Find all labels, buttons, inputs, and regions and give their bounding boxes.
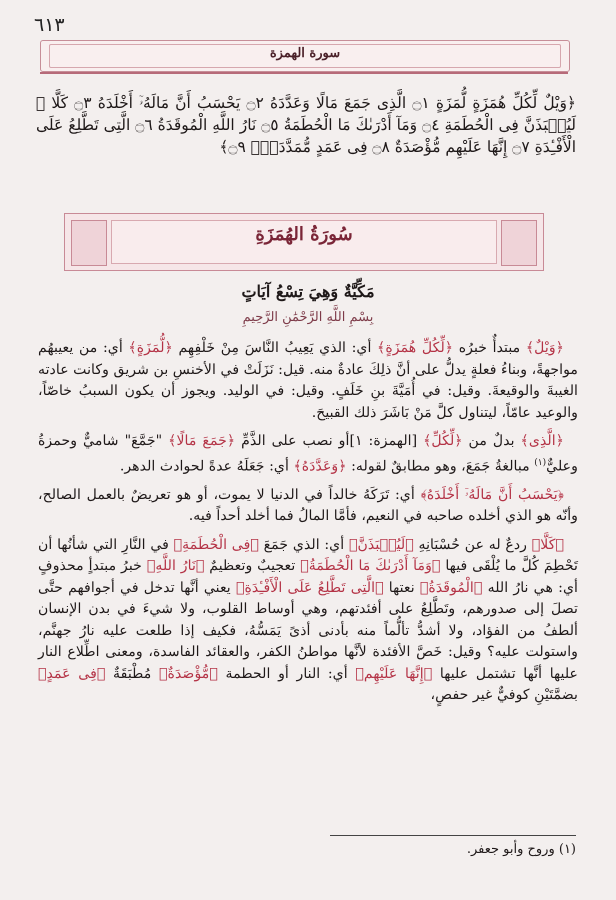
quran-quote: ﴿لِّكُلِّ﴾ [423,433,463,449]
quran-quote: ﴿الَّتِى تَطَّلِعُ عَلَى الْأَفْـِٔدَةِ﴾ [235,579,384,596]
quran-quote: ﴿وَعَدَّدَهُ﴾ [293,458,347,475]
commentary-paragraph [38,485,578,528]
quran-quote: ﴿وَيْلٌ﴾ [525,340,564,356]
commentary-text: "جَمَّعَ" شاميٌّ وحمزةُ وعليٌّ [38,433,578,475]
commentary-text: نعتها [383,579,420,596]
commentary-paragraph [38,431,578,478]
commentary-text: أي: تَرَكَهُ خالداً في الدنيا لا يموت، أو هو تعريضٌ بالعمل الصالح، وأنّه هو الذي أخلده صاحبه في النعيم، فأمَّا المالُ فما أخلد أحداً فيه. [38,486,578,525]
commentary-text: تعجيبٌ وتعظيمٌ [204,558,301,575]
sura-title: سُورَةُ الهُمَزَةِ [255,224,353,245]
quran-quote: ﴿يَحْسَبُ أَنَّ مَالَهُۥٓ أَخْلَدَهُ﴾ [420,486,565,503]
quran-quote: ﴿فِى عَمَدٍ﴾ [38,665,106,682]
quran-verses: ﴿وَيْلٌ لِّكُلِّ هُمَزَةٍ لُّمَزَةٍ ۝١ الَّذِى جَمَعَ مَالًا وَعَدَّدَهُ ۝٢ يَحْسَبُ أَنَّ مَالَهُۥٓ أَخْلَدَهُ ۝٣ كَلَّا ۖ لَيُنۢبَذَنَّ فِى الْحُطَمَةِ ۝٤ وَمَآ أَدْرَىٰكَ مَا الْحُطَمَةُ ۝٥ نَارُ اللَّهِ الْمُوقَدَةُ ۝٦ الَّتِى تَطَّلِعُ عَلَى الْأَفْـِٔدَةِ ۝٧ إِنَّهَا عَلَيْهِم مُّؤْصَدَةٌ ۝٨ فِى عَمَدٍ مُّمَدَّدَةٍۭ ۝٩﴾ [36,94,577,156]
header-title: سورة الهمزة [269,46,341,61]
quran-quote: ﴿إِنَّهَا عَلَيْهِم﴾ [355,665,433,682]
quran-quote: ﴿فِى الْحُطَمَةِ﴾ [173,536,259,553]
sura-title-frame [64,213,544,271]
quran-quote: ﴿الَّذِى﴾ [520,433,564,449]
commentary-text: خبرُ مبتدأٍ محذوفٍ أي: هي نارُ الله [38,558,578,596]
running-header [40,40,570,72]
commentary-text: مُطْبَقَةٌ [105,665,160,682]
commentary-text: مبالغةُ جَمَعَ، وهو مطابقٌ لقوله: [346,458,535,475]
quran-quote: ﴿نَارُ اللَّهِ﴾ [146,558,205,575]
commentary-text: في النَّارِ التي شأنُها أن تَحْطِمَ كُلَّ ما يُلْقَى فيها [38,536,579,575]
quran-quote: ﴿لِّكُلِّ هُمَزَةٍ﴾ [377,340,454,356]
commentary-paragraph [38,338,578,424]
commentary-text: ردعٌ له عن حُسْبَانِهِ [413,536,532,553]
commentary-text: أي: الذي جَمَعَ [258,536,349,553]
commentary-text: أي: جَعَلَهُ عدةً لحوادث الدهر. [119,458,294,475]
commentary-text: [الهمزة: ١]أو نصب على الذَّمِّ [235,433,424,449]
commentary [38,338,578,714]
basmala: بِسْمِ اللَّهِ الرَّحْمَٰنِ الرَّحِيمِ [242,310,374,325]
commentary-paragraph [38,535,578,707]
header-divider [40,72,568,74]
quran-quote: ﴿لُّمَزَةٍ﴾ [128,340,173,356]
commentary-text: يعني أنَّها تدخل في أجوافهم حتَّى تصلَ إلى صدورهم، وتَطَّلِعُ على أفئدتهم، وهي أوساط القلوب، ولا شيءَ في بدن الإنسان ألطفُ من الفؤاد، ولا أشدُّ تألُّماً منه بأدنى أذىً يَمَسُّهُ، فكيف إذا طلعت عليه نارُ جهنَّم، واستولت عليه؟ وقيل: خَصَّ الأفئدة لأنَّها مواطنُ الكفر، والعقائد الفاسدة، ومعنى اطِّلاع النار عليها أنَّها تشتمل عليها [38,579,579,682]
commentary-text: بدلٌ من [462,433,521,449]
footnote-rule [330,835,576,836]
quran-quote: ﴿لَيُنۢبَذَنَّ﴾ [348,536,414,553]
commentary-text: بضمَّتَيْنِ كوفيٌّ غير حفصٍ، [430,687,578,704]
commentary-text: أي: الذي يَعِيبُ النَّاسَ مِنْ خَلْفِهِم [172,340,378,356]
quran-quote: ﴿وَمَآ أَدْرَىٰكَ مَا الْحُطَمَةُ﴾ [300,558,441,575]
quran-quote: ﴿مُّؤْصَدَةٌ﴾ [159,665,218,682]
sura-subtitle: مَكِّيَّةٌ وَهِيَ تِسْعُ آيَاتٍ [241,282,375,301]
page-number: ٦١٣ [34,14,65,36]
quran-quote: ﴿الْمُوقَدَةُ﴾ [419,579,483,596]
quran-quote: ﴿جَمَعَ مَالًا﴾ [168,433,236,449]
commentary-text: مبتدأٌ خبرُه [453,340,526,356]
footnote: (١) وروح وأبو جعفر. [466,842,576,857]
commentary-text: أي: النار أو الحطمة [217,665,356,682]
quran-quote: ﴿كَلَّا﴾ [531,536,564,553]
footnote-marker: (١) [534,457,547,468]
commentary-text: أي: من يعيبهُم مواجهةً، وبناءُ فعلةٍ يدلُّ على أنَّ ذلِكَ عادةٌ منه. قيل: نَزَلَتْ في الأخنسِ بن شريق وكانت عادته الغيبةَ والوقيعةَ. وقيل: في أُمَيَّةَ بنِ خَلَفٍ. وقيل: في الوليد. ويجوز أن يكون السببُ خاصّاً، والوعيد عامّاً، ليتناول كلَّ مَنْ بَاشَرَ ذلك القبيحَ. [38,340,578,421]
